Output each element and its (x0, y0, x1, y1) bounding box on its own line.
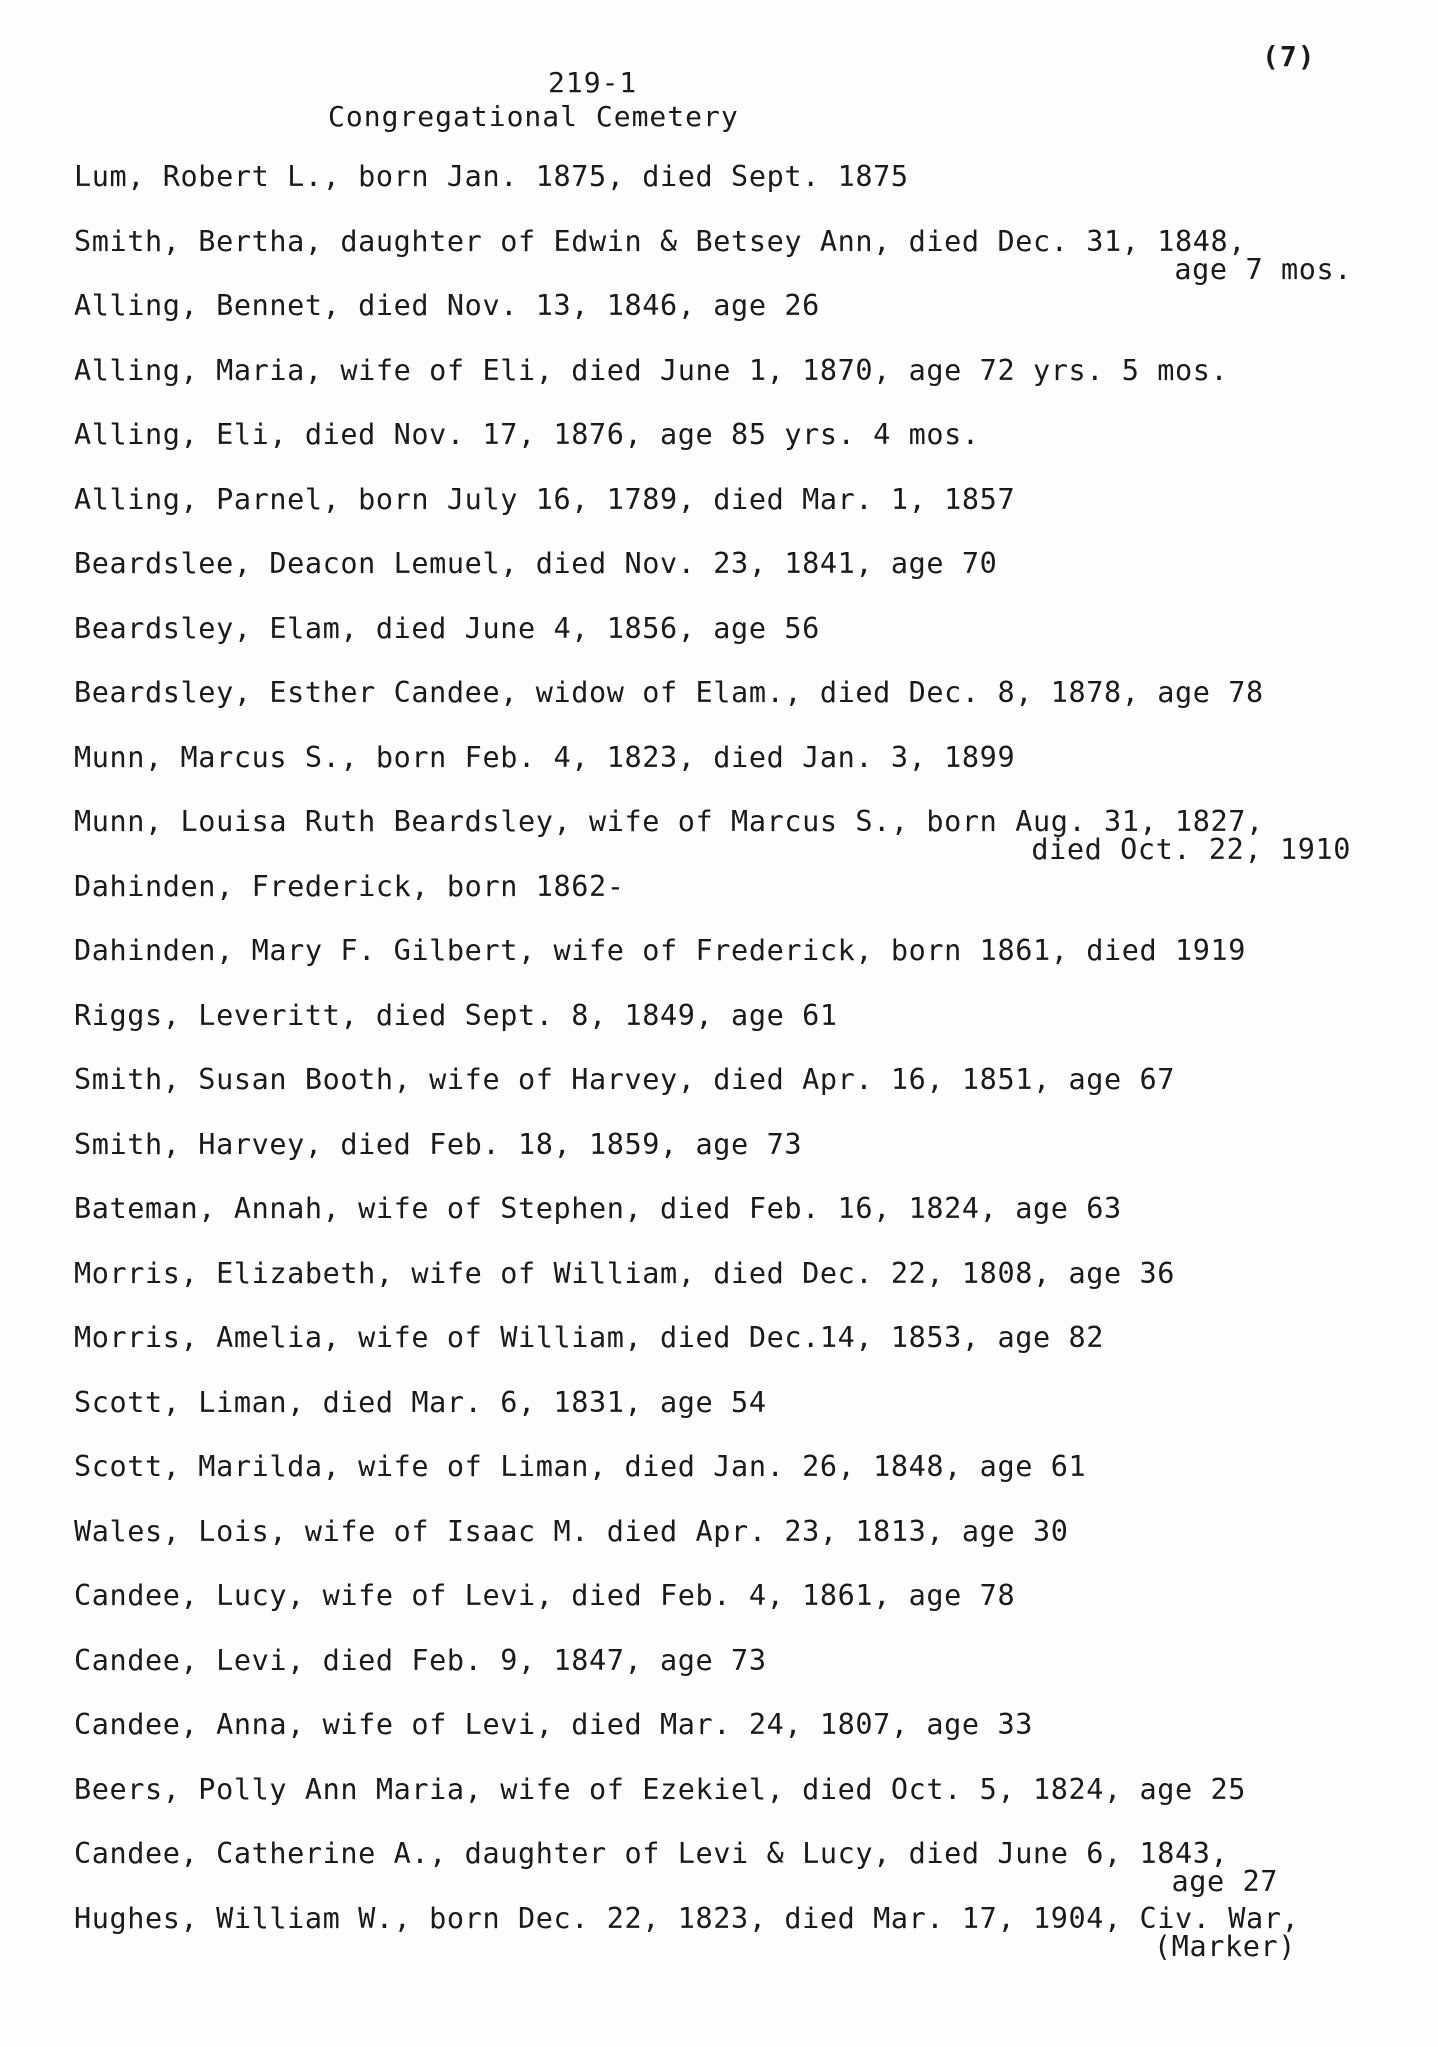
record-continuation: age 7 mos. (1174, 252, 1352, 286)
list-item (74, 611, 1414, 645)
list-item (74, 678, 1414, 708)
list-item (74, 1194, 1414, 1224)
list-item (74, 869, 1414, 903)
record-text: Dahinden, Frederick, born 1862- (74, 869, 625, 903)
list-item (74, 1710, 1414, 1740)
record-text: Bateman, Annah, wife of Stephen, died Feb. 16, 1824, age 63 (74, 1192, 1122, 1225)
record-text: Candee, Lucy, wife of Levi, died Feb. 4, 1861, age 78 (74, 1579, 1016, 1612)
record-text: Beardsley, Elam, died June 4, 1856, age 56 (74, 611, 820, 645)
list-item (74, 1901, 1414, 1963)
record-continuation: died Oct. 22, 1910 (1031, 833, 1351, 866)
list-item (74, 1256, 1414, 1290)
record-text: Beardslee, Deacon Lemuel, died Nov. 23, 1841, age 70 (74, 547, 998, 580)
list-item (74, 1323, 1414, 1353)
list-item (74, 805, 1414, 866)
list-item (74, 420, 1414, 450)
record-text: Wales, Lois, wife of Isaac M. died Apr. 23, 1813, age 30 (74, 1514, 1069, 1548)
record-text: Hughes, William W., born Dec. 22, 1823, died Mar. 17, 1904, Civ. War, (74, 1901, 1300, 1935)
record-text: Alling, Bennet, died Nov. 13, 1846, age 26 (74, 289, 820, 322)
record-text: Munn, Louisa Ruth Beardsley, wife of Marcus S., born Aug. 31, 1827, (74, 805, 1264, 838)
record-text: Riggs, Leveritt, died Sept. 8, 1849, age 61 (74, 998, 838, 1032)
list-item (74, 549, 1414, 579)
list-item (74, 936, 1414, 966)
list-item (74, 482, 1414, 516)
record-text: Lum, Robert L., born Jan. 1875, died Sept. 1875 (74, 160, 909, 193)
record-text: Smith, Bertha, daughter of Edwin & Betsey Ann, died Dec. 31, 1848, (74, 224, 1247, 258)
record-text: Dahinden, Mary F. Gilbert, wife of Frederick, born 1861, died 1919 (74, 934, 1247, 967)
record-text: Scott, Marilda, wife of Liman, died Jan. 26, 1848, age 61 (74, 1450, 1087, 1483)
list-item (74, 162, 1414, 192)
list-item (74, 1643, 1414, 1677)
record-text: Smith, Harvey, died Feb. 18, 1859, age 73 (74, 1127, 803, 1161)
record-continuation: age 27 (1171, 1865, 1278, 1898)
record-text: Munn, Marcus S., born Feb. 4, 1823, died Jan. 3, 1899 (74, 740, 1016, 774)
list-item (74, 1514, 1414, 1548)
list-item (74, 1452, 1414, 1482)
list-item (74, 1772, 1414, 1806)
list-item (74, 1127, 1414, 1161)
record-text: Candee, Anna, wife of Levi, died Mar. 24, 1807, age 33 (74, 1708, 1033, 1741)
record-text: Smith, Susan Booth, wife of Harvey, died Apr. 16, 1851, age 67 (74, 1063, 1176, 1096)
section-id: 219-1 (548, 66, 638, 99)
page-title: Congregational Cemetery (328, 100, 739, 133)
list-item (74, 1065, 1414, 1095)
record-text: Alling, Eli, died Nov. 17, 1876, age 85 yrs. 4 mos. (74, 418, 980, 451)
list-item (74, 998, 1414, 1032)
record-text: Beers, Polly Ann Maria, wife of Ezekiel, died Oct. 5, 1824, age 25 (74, 1772, 1247, 1806)
record-text: Candee, Catherine A., daughter of Levi & Lucy, died June 6, 1843, (74, 1837, 1229, 1870)
record-text: Scott, Liman, died Mar. 6, 1831, age 54 (74, 1385, 767, 1419)
record-text: Morris, Amelia, wife of William, died Dec.14, 1853, age 82 (74, 1321, 1104, 1354)
list-item (74, 1385, 1414, 1419)
record-text: Alling, Maria, wife of Eli, died June 1, 1870, age 72 yrs. 5 mos. (74, 353, 1229, 387)
record-text: Alling, Parnel, born July 16, 1789, died Mar. 1, 1857 (74, 482, 1016, 516)
list-item (74, 740, 1414, 774)
list-item (74, 291, 1414, 321)
list-item (74, 224, 1414, 286)
record-text: Candee, Levi, died Feb. 9, 1847, age 73 (74, 1643, 767, 1677)
list-item (74, 1581, 1414, 1611)
record-text: Morris, Elizabeth, wife of William, died Dec. 22, 1808, age 36 (74, 1256, 1176, 1290)
list-item (74, 1837, 1414, 1898)
record-text: Beardsley, Esther Candee, widow of Elam., died Dec. 8, 1878, age 78 (74, 676, 1264, 709)
record-continuation: (Marker) (1153, 1929, 1296, 1963)
list-item (74, 353, 1414, 387)
page-number: (7) (1262, 40, 1316, 73)
